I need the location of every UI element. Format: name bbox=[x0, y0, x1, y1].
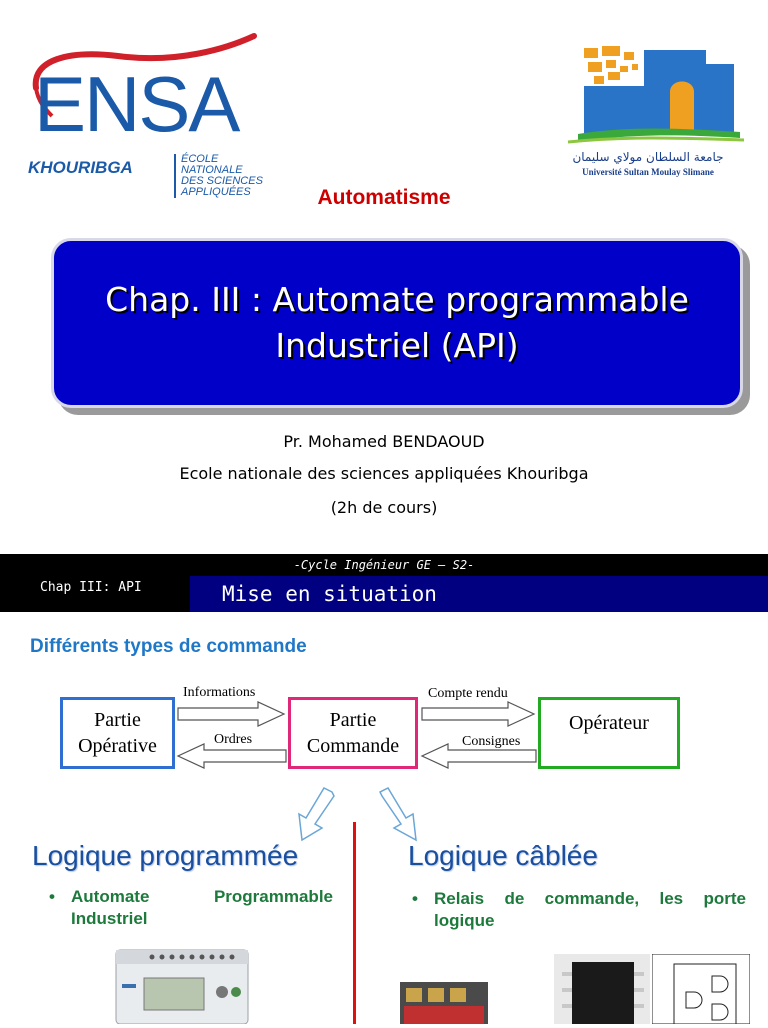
partie-commande-box bbox=[288, 697, 418, 769]
chip-icon bbox=[554, 954, 650, 1024]
box-line: Opérateur bbox=[569, 712, 649, 734]
gate-schematic-icon bbox=[652, 954, 750, 1024]
bullet-word: Programmable bbox=[213, 887, 333, 906]
box-line: Opérative bbox=[78, 735, 157, 757]
bullet-line bbox=[71, 886, 333, 908]
box-line: Commande bbox=[306, 735, 400, 757]
partie-operative-box bbox=[60, 697, 175, 769]
column-divider bbox=[353, 822, 356, 1024]
arrow-down-right bbox=[380, 788, 416, 840]
plc-photo bbox=[112, 944, 252, 1024]
ensa-line: ÉCOLE bbox=[181, 153, 219, 165]
gate-schematic bbox=[652, 954, 750, 1024]
bullet-word: porte bbox=[703, 889, 746, 908]
bullet-dot: • bbox=[49, 887, 55, 906]
program-band: -Cycle Ingénieur GE – S2- bbox=[0, 554, 768, 576]
bullet-word: les bbox=[659, 889, 684, 908]
bullet-dot: • bbox=[412, 889, 418, 908]
chapter-title-line: Chap. III : Automate programmable bbox=[105, 280, 689, 319]
bullet-word: Automate bbox=[71, 887, 150, 906]
course-subject: Automatisme bbox=[317, 186, 451, 209]
ensa-line: NATIONALE bbox=[181, 164, 243, 176]
chapter-title-line: Industriel (API) bbox=[275, 326, 519, 365]
author-name: Pr. Mohamed BENDAOUD bbox=[283, 432, 485, 451]
ensa-city: KHOURIBGA bbox=[28, 158, 133, 177]
arrow-informations bbox=[178, 702, 284, 726]
slide-subtitle: Différents types de commande bbox=[30, 636, 307, 657]
bullet-line: logique bbox=[434, 911, 495, 930]
bullet-word: de bbox=[504, 889, 525, 908]
operateur-box bbox=[538, 697, 680, 769]
bullet-automate bbox=[49, 886, 333, 930]
bullet-line bbox=[434, 888, 746, 910]
logic-chip-photo bbox=[554, 954, 650, 1024]
bullet-word: commande, bbox=[544, 889, 640, 908]
institution-name: Ecole nationale des sciences appliquées Khouribga bbox=[179, 464, 589, 483]
ensa-logo-text: ENSA bbox=[34, 60, 239, 148]
label-consignes: Consignes bbox=[462, 734, 521, 749]
chapter-label: Chap III: API bbox=[0, 576, 190, 612]
section-title: Mise en situation bbox=[190, 576, 768, 612]
logique-programmee-title: Logique programmée bbox=[32, 840, 299, 871]
relay-icon bbox=[398, 976, 490, 1024]
ensa-line: APPLIQUÉES bbox=[181, 186, 251, 198]
course-duration: (2h de cours) bbox=[330, 498, 438, 517]
bullet-line: Industriel bbox=[71, 909, 148, 928]
university-name-arabic: جامعة السلطان مولاي سليمان bbox=[572, 150, 724, 164]
bullet-relais bbox=[412, 888, 746, 932]
plc-icon bbox=[112, 944, 252, 1024]
relay-photo bbox=[398, 976, 490, 1024]
label-informations: Informations bbox=[183, 685, 256, 700]
label-compte-rendu: Compte rendu bbox=[428, 686, 508, 701]
label-ordres: Ordres bbox=[214, 732, 253, 747]
arrow-compte-rendu bbox=[422, 702, 534, 726]
box-line: Partie bbox=[329, 709, 377, 731]
logique-cablee-title: Logique câblée bbox=[408, 840, 598, 871]
university-name: Université Sultan Moulay Slimane bbox=[582, 167, 714, 177]
box-line: Partie bbox=[94, 709, 141, 731]
ensa-line: DES SCIENCES bbox=[181, 175, 263, 187]
bullet-word: Relais bbox=[434, 889, 485, 908]
arrow-down-left bbox=[299, 788, 334, 840]
